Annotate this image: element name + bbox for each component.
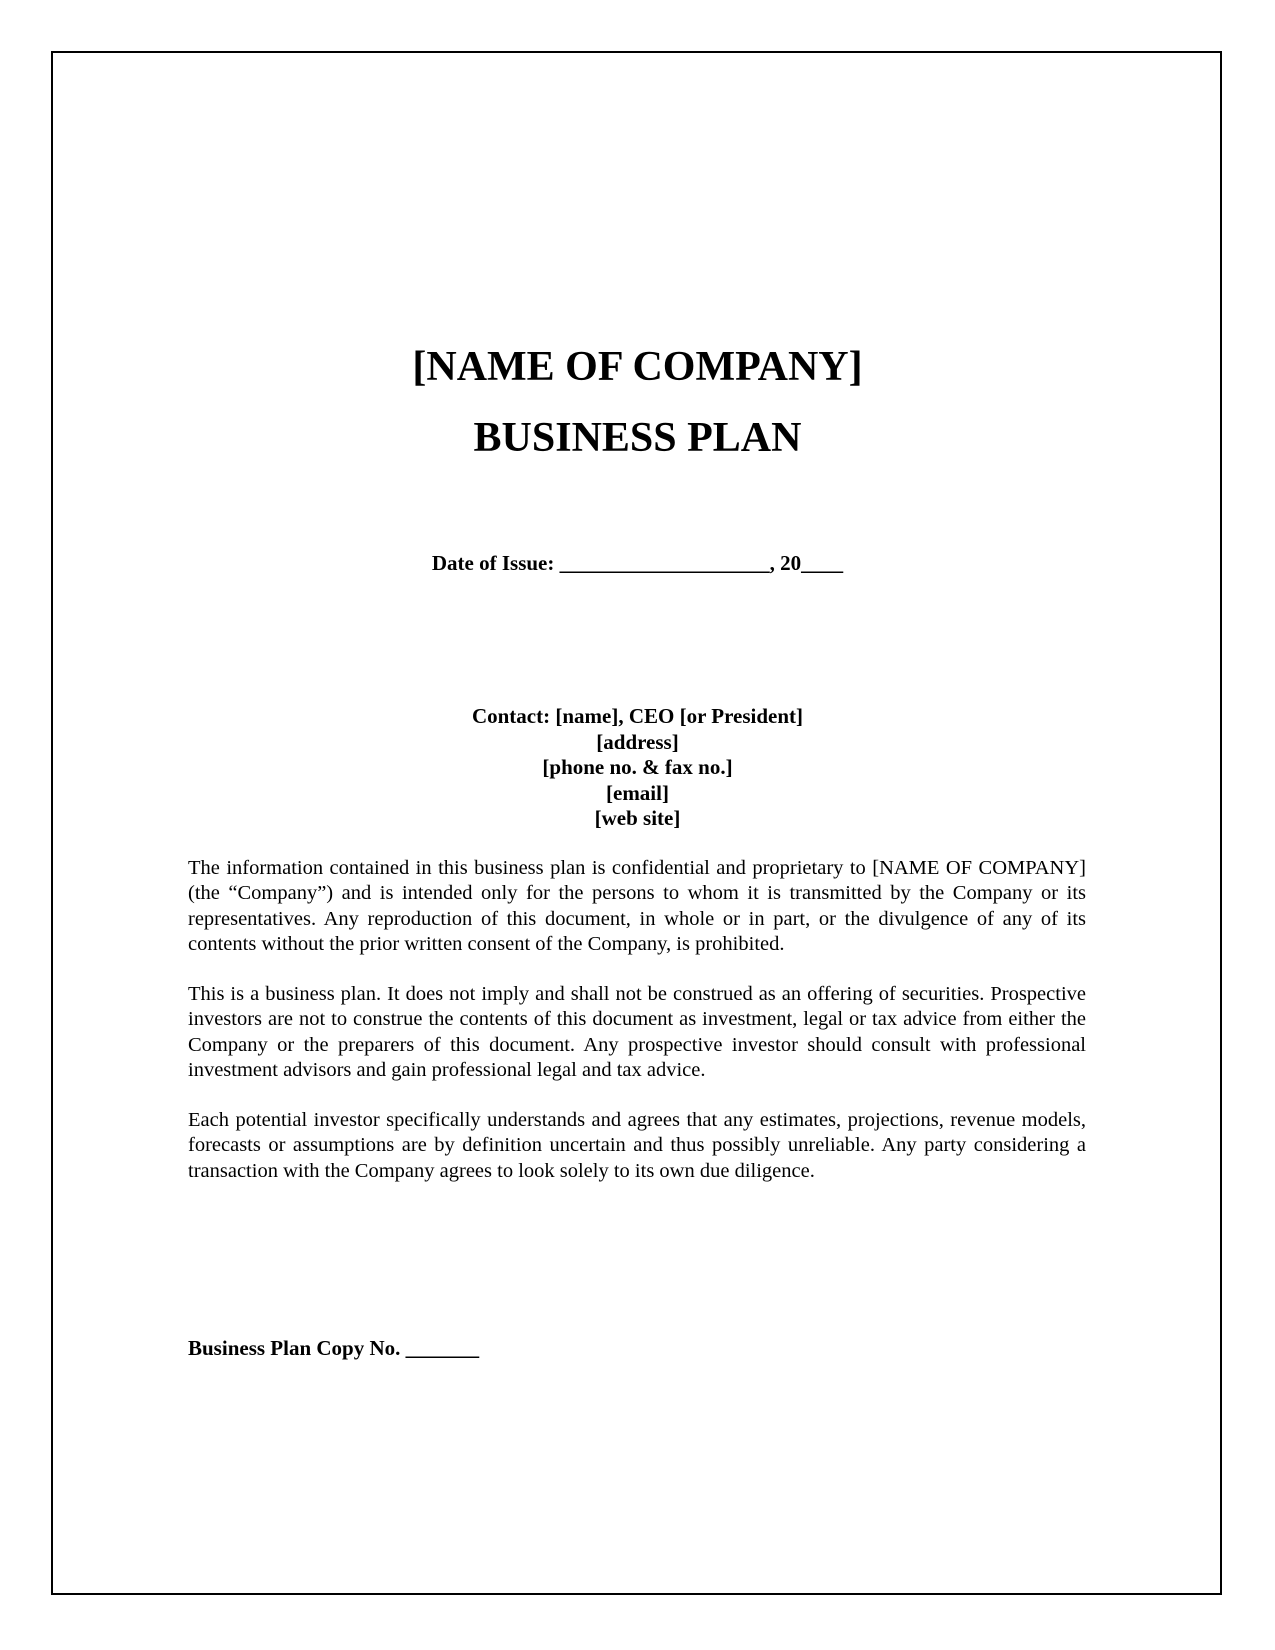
contact-email: [email] (606, 780, 669, 805)
contact-block (0, 704, 1275, 832)
document-title: BUSINESS PLAN (473, 415, 802, 461)
copy-number-line: Business Plan Copy No. _______ (188, 1336, 480, 1360)
confidentiality-paragraph: The information contained in this business plan is confidential and proprietary to [NAME OF COMPANY] (the “Company”) and is intended only for the persons to whom it is transmitted by the Company or its representatives. Any reproduction of this document, in whole or in part, or the divulgence of any of its contents without the prior written consent of the Company, is prohibited. (188, 857, 1086, 955)
company-name-heading: [NAME OF COMPANY] (412, 344, 863, 390)
contact-name-line: Contact: [name], CEO [or President] (471, 704, 804, 728)
contact-phone-fax: [phone no. & fax no.] (542, 755, 733, 779)
contact-address: [address] (596, 729, 679, 754)
date-of-issue-line: Date of Issue: ____________________, 20____ (431, 551, 844, 575)
not-an-offering-paragraph: This is a business plan. It does not imply and shall not be construed as an offering of securities. Prospective investors are not to construe the contents of this document as investment, legal or tax advice from either the Company or the preparers of this document. Any prospective investor should consult with professional investment advisors and gain professional legal and tax advice. (188, 983, 1086, 1081)
forward-looking-paragraph: Each potential investor specifically understands and agrees that any estimates, projections, revenue models, forecasts or assumptions are by definition uncertain and thus possibly unreliable. Any party considering a transaction with the Company agrees to look solely to its own due diligence. (188, 1109, 1086, 1182)
contact-website: [web site] (594, 806, 681, 830)
